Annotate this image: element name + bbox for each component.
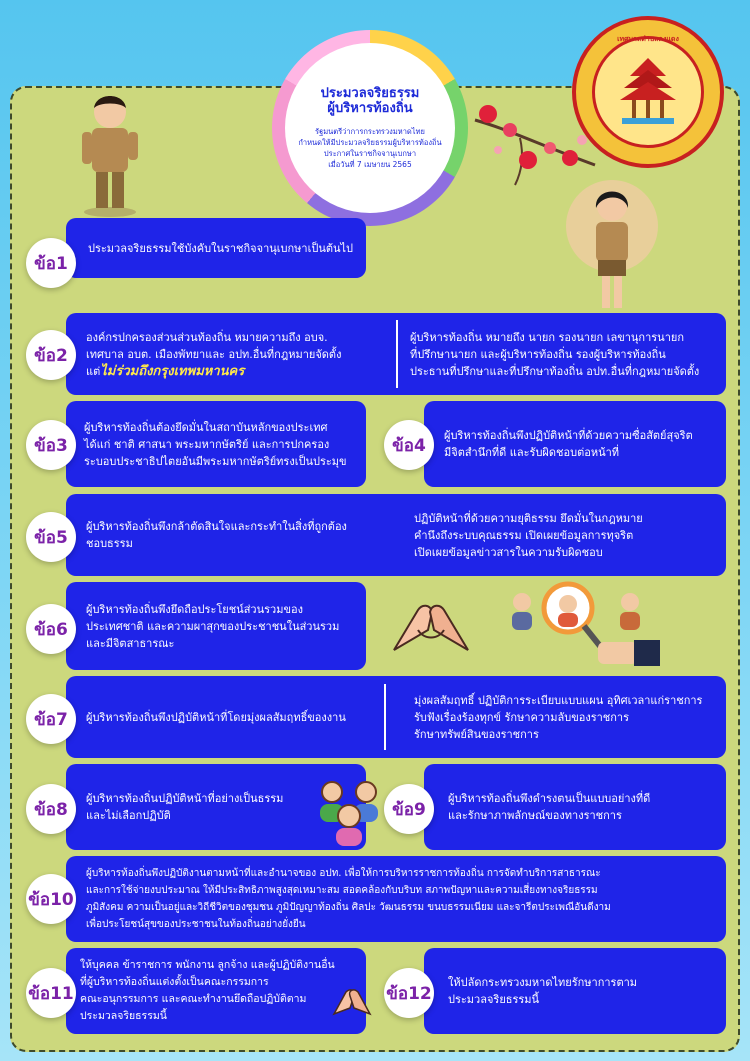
item9-line2: และรักษาภาพลักษณ์ของทางราชการ	[448, 809, 622, 822]
item10-line2: และการใช้จ่ายงบประมาณ ให้มีประสิทธิภาพสูงสุดเหมาะสม สอดคล้องกับบริบท สภาพปัญหาและความเสี่ยงทางจริยธรรม	[86, 885, 598, 896]
pavilion-icon	[608, 52, 688, 132]
item6-line1: ผู้บริหารท้องถิ่นพึงยึดถือประโยชน์ส่วนรวมของ	[86, 602, 303, 616]
item11-badge: ข้อ11	[26, 968, 76, 1018]
item11-text	[80, 957, 335, 1025]
item10-line1: ผู้บริหารท้องถิ่นพึงปฏิบัติงานตามหน้าที่และอำนาจของ อปท. เพื่อให้การบริหารราชการท้องถิ่น การจัดทำบริการสาธารณะ	[86, 868, 601, 879]
item7-right-line2: รับฟังเรื่องร้องทุกข์ รักษาความลับของราชการ	[414, 710, 629, 724]
item8-line2: และไม่เลือกปฏิบัติ	[86, 809, 171, 822]
item2-right-line2: ที่ปรึกษานายก และผู้บริหารท้องถิ่น รองผู้บริหารท้องถิ่น	[410, 347, 666, 361]
item12-badge: ข้อ12	[384, 968, 434, 1018]
item7-left	[86, 709, 404, 726]
official-man-icon	[70, 88, 150, 218]
item7-card	[66, 676, 726, 758]
item6-line2: ประเทศชาติ และความผาสุกของประชาชนในส่วนรวม	[86, 619, 340, 633]
item5-right-line3: เปิดเผยข้อมูลข่าวสารในความรับผิดชอบ	[414, 545, 603, 559]
item4-line1: ผู้บริหารท้องถิ่นพึงปฏิบัติหน้าที่ด้วยความซื่อสัตย์สุจริต	[444, 429, 693, 442]
item2-left	[86, 329, 396, 380]
item3-line3: ระบอบประชาธิปไตยอันมีพระมหากษัตริย์ทรงเป็นประมุข	[84, 454, 347, 468]
item2-left-line3	[86, 363, 396, 380]
item9-line1: ผู้บริหารท้องถิ่นพึงดำรงตนเป็นแบบอย่างที่ดี	[448, 792, 651, 805]
item3-line1: ผู้บริหารท้องถิ่นต้องยึดมั่นในสถาบันหลักของประเทศ	[84, 420, 328, 434]
item9-card	[424, 764, 726, 850]
item10-card	[66, 856, 726, 942]
item5-right-line1: ปฏิบัติหน้าที่ด้วยความยุติธรรม ยึดมั่นในกฎหมาย	[414, 511, 643, 525]
item5-right-line2: คำนึงถึงระบบคุณธรรม เปิดเผยข้อมูลการทุจริต	[414, 528, 634, 542]
item7-right-line3: รักษาทรัพย์สินของราชการ	[414, 727, 539, 741]
item7-left-line1: ผู้บริหารท้องถิ่นพึงปฏิบัติหน้าที่โดยมุ่งผลสัมฤทธิ์ของงาน	[86, 710, 346, 724]
item2-badge: ข้อ2	[26, 330, 76, 380]
item4-line2: มีจิตสำนึกที่ดี และรับผิดชอบต่อหน้าที่	[444, 446, 620, 459]
item10-badge: ข้อ10	[26, 874, 76, 924]
item1-badge: ข้อ1	[26, 238, 76, 288]
item5-left-line2: ชอบธรรม	[86, 537, 133, 550]
item2-right-line3: ประธานที่ปรึกษาและที่ปรึกษาท้องถิ่น อปท.อื่นที่กฎหมายจัดตั้ง	[410, 364, 700, 378]
handshake-icon	[388, 590, 474, 664]
magnifier-people-icon	[506, 580, 666, 674]
item10-line4: เพื่อประโยชน์สุขของประชาชนในท้องถิ่นอย่างยั่งยืน	[86, 919, 306, 930]
item3-badge: ข้อ3	[26, 420, 76, 470]
header-subtitle-line3: ประกาศในราชกิจจานุเบกษา	[323, 149, 417, 158]
item11-line1: ให้บุคคล ข้าราชการ พนักงาน ลูกจ้าง และผู้ปฏิบัติงานอื่น	[80, 959, 335, 971]
item7-right-line1: มุ่งผลสัมฤทธิ์ ปฏิบัติการระเบียบแบบแผน อุทิศเวลาแก่ราชการ	[414, 693, 703, 707]
item9-text	[448, 790, 650, 824]
header-title-line2: ผู้บริหารท้องถิ่น	[327, 101, 413, 116]
item4-text	[444, 427, 693, 461]
item10-text	[86, 865, 611, 933]
item12-line1: ให้ปลัดกระทรวงมหาดไทยรักษาการตาม	[448, 976, 638, 989]
item2-right	[396, 329, 726, 380]
family-icon	[314, 776, 384, 848]
item7-right	[404, 692, 726, 743]
item12-text	[448, 974, 637, 1008]
item3-line2: ได้แก่ ชาติ ศาสนา พระมหากษัตริย์ และการปกครอง	[84, 437, 330, 451]
header-subtitle	[298, 126, 441, 170]
item5-left-line1: ผู้บริหารท้องถิ่นพึงกล้าตัดสินใจและกระทำในสิ่งที่ถูกต้อง	[86, 520, 347, 533]
header-subtitle-line1: รัฐมนตรีว่าการกระทรวงมหาดไทย	[315, 127, 425, 136]
official-woman-icon	[576, 184, 648, 314]
item8-line1: ผู้บริหารท้องถิ่นปฏิบัติหน้าที่อย่างเป็นธรรม	[86, 792, 284, 805]
item3-card	[66, 401, 366, 487]
item11-line2: ที่ผู้บริหารท้องถิ่นแต่งตั้งเป็นคณะกรรมการ	[80, 976, 269, 988]
item7-divider	[384, 684, 386, 750]
item2-left-line1: องค์กรปกครองส่วนส่วนท้องถิ่น หมายความถึง อบจ.	[86, 330, 328, 344]
item11-line4: ประมวลจริยธรรมนี้	[80, 1010, 167, 1022]
item10-line3: ภูมิสังคม ความเป็นอยู่และวิถีชีวิตของชุมชน ภูมิปัญญาท้องถิ่น ศิลปะ วัฒนธรรม ขนบธรรมเนียม และจารีตประเพณีอันดีงาม	[86, 902, 611, 913]
item1-text: ประมวลจริยธรรมใช้บังคับในราชกิจจานุเบกษาเป็นต้นไป	[88, 241, 354, 255]
header-subtitle-line4: เมื่อวันที่ 7 เมษายน 2565	[328, 160, 412, 169]
item6-line3: และมีจิตสาธารณะ	[86, 636, 175, 650]
seal-inner	[592, 36, 704, 148]
item3-text	[84, 419, 347, 470]
item8-text	[86, 790, 283, 824]
item6-badge: ข้อ6	[26, 604, 76, 654]
header-title-line1: ประมวลจริยธรรม	[320, 86, 420, 101]
item2-left-line3-prefix: แต่	[86, 364, 101, 378]
item2-highlight: ไม่ร่วมถึงกรุงเทพมหานคร	[100, 363, 245, 379]
item8-badge: ข้อ8	[26, 784, 76, 834]
item4-badge: ข้อ4	[384, 420, 434, 470]
item11-card	[66, 948, 366, 1034]
item6-text	[86, 601, 339, 652]
item7-badge: ข้อ7	[26, 694, 76, 744]
item5-left	[86, 518, 404, 552]
item5-right	[404, 510, 726, 561]
seal-text: เทศบาลตำบลดงแดง	[617, 35, 679, 43]
item11-line3: คณะอนุกรรมการ และคณะทำงานยึดถือปฏิบัติตาม	[80, 993, 307, 1005]
joined-hands-icon	[330, 984, 374, 1020]
item12-line2: ประมวลจริยธรรมนี้	[448, 993, 540, 1006]
item1-card	[66, 218, 366, 278]
header-subtitle-line2: กำหนดให้มีประมวลจริยธรรมผู้บริหารท้องถิ่น	[298, 138, 442, 147]
header-text-area	[285, 43, 455, 213]
item2-left-line2: เทศบาล อบต. เมืองพัทยาและ อปท.อื่นที่กฎหมายจัดตั้ง	[86, 347, 342, 361]
item2-divider	[396, 320, 398, 388]
plum-blossom-icon	[470, 90, 600, 190]
item4-card	[424, 401, 726, 487]
item6-card	[66, 582, 366, 670]
item12-card	[424, 948, 726, 1034]
item9-badge: ข้อ9	[384, 784, 434, 834]
item5-card	[66, 494, 726, 576]
item2-right-line1: ผู้บริหารท้องถิ่น หมายถึง นายก รองนายก เลขานุการนายก	[410, 330, 684, 344]
item5-badge: ข้อ5	[26, 512, 76, 562]
header-badge	[272, 30, 468, 226]
